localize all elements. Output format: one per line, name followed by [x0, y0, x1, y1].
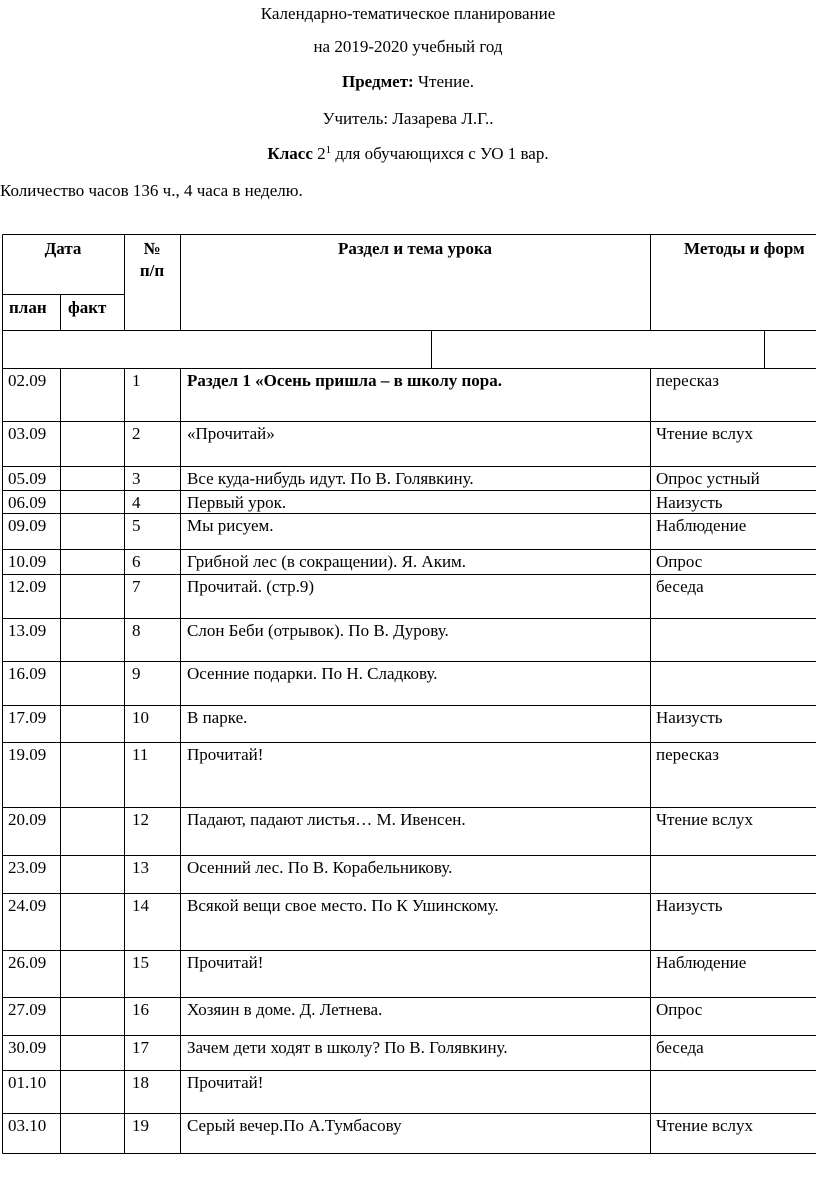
cell-date: 10.09	[8, 552, 47, 571]
cell-topic: Серый вечер.По А.Тумбасову	[187, 1116, 402, 1135]
subject-value: Чтение.	[413, 72, 474, 91]
cell-date: 09.09	[8, 516, 47, 535]
header-date: Дата	[44, 239, 82, 258]
cell-num: 16	[132, 1000, 149, 1019]
class-number: 2	[312, 144, 326, 163]
cell-topic: Прочитай!	[187, 745, 264, 764]
cell-date: 16.09	[8, 664, 47, 683]
cell-topic: Зачем дети ходят в школу? По В. Голявкину.	[187, 1038, 508, 1057]
cell-topic: В парке.	[187, 708, 248, 727]
cell-date: 03.09	[8, 424, 47, 443]
cell-date: 19.09	[8, 745, 47, 764]
doc-title: Календарно-тематическое планирование	[260, 4, 556, 23]
cell-method: беседа	[656, 577, 704, 596]
cell-topic: Прочитай!	[187, 1073, 264, 1092]
cell-num: 14	[132, 896, 149, 915]
cell-topic: Хозяин в доме. Д. Летнева.	[187, 1000, 383, 1019]
cell-date: 27.09	[8, 1000, 47, 1019]
header-plan: план	[9, 298, 47, 317]
cell-date: 26.09	[8, 953, 47, 972]
subject-line	[0, 72, 816, 92]
cell-method: Чтение вслух	[656, 424, 753, 443]
cell-date: 23.09	[8, 858, 47, 877]
cell-num: 7	[132, 577, 141, 596]
cell-date: 03.10	[8, 1116, 47, 1135]
cell-topic: Грибной лес (в сокращении). Я. Аким.	[187, 552, 467, 571]
cell-date: 24.09	[8, 896, 47, 915]
class-line	[0, 144, 816, 164]
cell-method: Опрос	[656, 552, 703, 571]
cell-topic: «Прочитай»	[187, 424, 275, 443]
header-methods: Методы и форм	[684, 239, 805, 258]
cell-date: 05.09	[8, 469, 47, 488]
cell-topic: Первый урок.	[187, 493, 287, 512]
cell-date: 06.09	[8, 493, 47, 512]
cell-num: 1	[132, 371, 141, 390]
cell-num: 6	[132, 552, 141, 571]
subject-label: Предмет:	[341, 72, 414, 91]
cell-num: 18	[132, 1073, 149, 1092]
cell-method: пересказ	[656, 745, 719, 764]
cell-num: 8	[132, 621, 141, 640]
cell-method: Наизусть	[656, 708, 723, 727]
cell-date: 13.09	[8, 621, 47, 640]
header-fact: факт	[68, 298, 107, 317]
cell-date: 02.09	[8, 371, 47, 390]
cell-method: Чтение вслух	[656, 1116, 753, 1135]
cell-method: пересказ	[656, 371, 719, 390]
hours-line: Количество часов 136 ч., 4 часа в неделю.	[0, 181, 303, 200]
cell-date: 01.10	[8, 1073, 47, 1092]
cell-num: 13	[132, 858, 149, 877]
cell-method: Наблюдение	[656, 953, 747, 972]
cell-num: 3	[132, 469, 141, 488]
cell-topic: Падают, падают листья… М. Ивенсен.	[187, 810, 466, 829]
cell-topic: Все куда-нибудь идут. По В. Голявкину.	[187, 469, 474, 488]
cell-date: 12.09	[8, 577, 47, 596]
cell-topic: Осенний лес. По В. Корабельникову.	[187, 858, 453, 877]
cell-topic: Слон Беби (отрывок). По В. Дурову.	[187, 621, 449, 640]
cell-method: Наизусть	[656, 493, 723, 512]
cell-num: 15	[132, 953, 149, 972]
cell-num: 17	[132, 1038, 149, 1057]
cell-topic: Прочитай!	[187, 953, 264, 972]
class-description: для обучающихся с УО 1 вар.	[331, 144, 549, 163]
cell-topic: Всякой вещи свое место. По К Ушинскому.	[187, 896, 499, 915]
cell-topic: Осенние подарки. По Н. Сладкову.	[187, 664, 438, 683]
cell-method: Наизусть	[656, 896, 723, 915]
class-label: Класс	[267, 144, 313, 163]
cell-date: 30.09	[8, 1038, 47, 1057]
cell-num: 5	[132, 516, 141, 535]
cell-topic: Раздел 1 «Осень пришла – в школу пора.	[187, 371, 502, 390]
class-superscript: 1	[325, 144, 332, 156]
cell-topic: Мы рисуем.	[187, 516, 274, 535]
cell-topic: Прочитай. (стр.9)	[187, 577, 315, 596]
cell-num: 10	[132, 708, 149, 727]
school-year: на 2019-2020 учебный год	[313, 37, 503, 56]
cell-num: 9	[132, 664, 141, 683]
cell-num: 11	[132, 745, 149, 764]
teacher-line: Учитель: Лазарева Л.Г..	[322, 109, 494, 128]
cell-num: 12	[132, 810, 149, 829]
cell-method: Опрос устный	[656, 469, 760, 488]
cell-method: Чтение вслух	[656, 810, 753, 829]
cell-date: 20.09	[8, 810, 47, 829]
cell-num: 4	[132, 493, 141, 512]
cell-date: 17.09	[8, 708, 47, 727]
header-topic: Раздел и тема урока	[338, 239, 492, 258]
cell-num: 2	[132, 424, 141, 443]
header-num-label: п/п	[139, 261, 165, 280]
cell-method: Опрос	[656, 1000, 703, 1019]
cell-method: беседа	[656, 1038, 704, 1057]
header-num-symbol: №	[143, 239, 161, 258]
cell-num: 19	[132, 1116, 149, 1135]
cell-method: Наблюдение	[656, 516, 747, 535]
